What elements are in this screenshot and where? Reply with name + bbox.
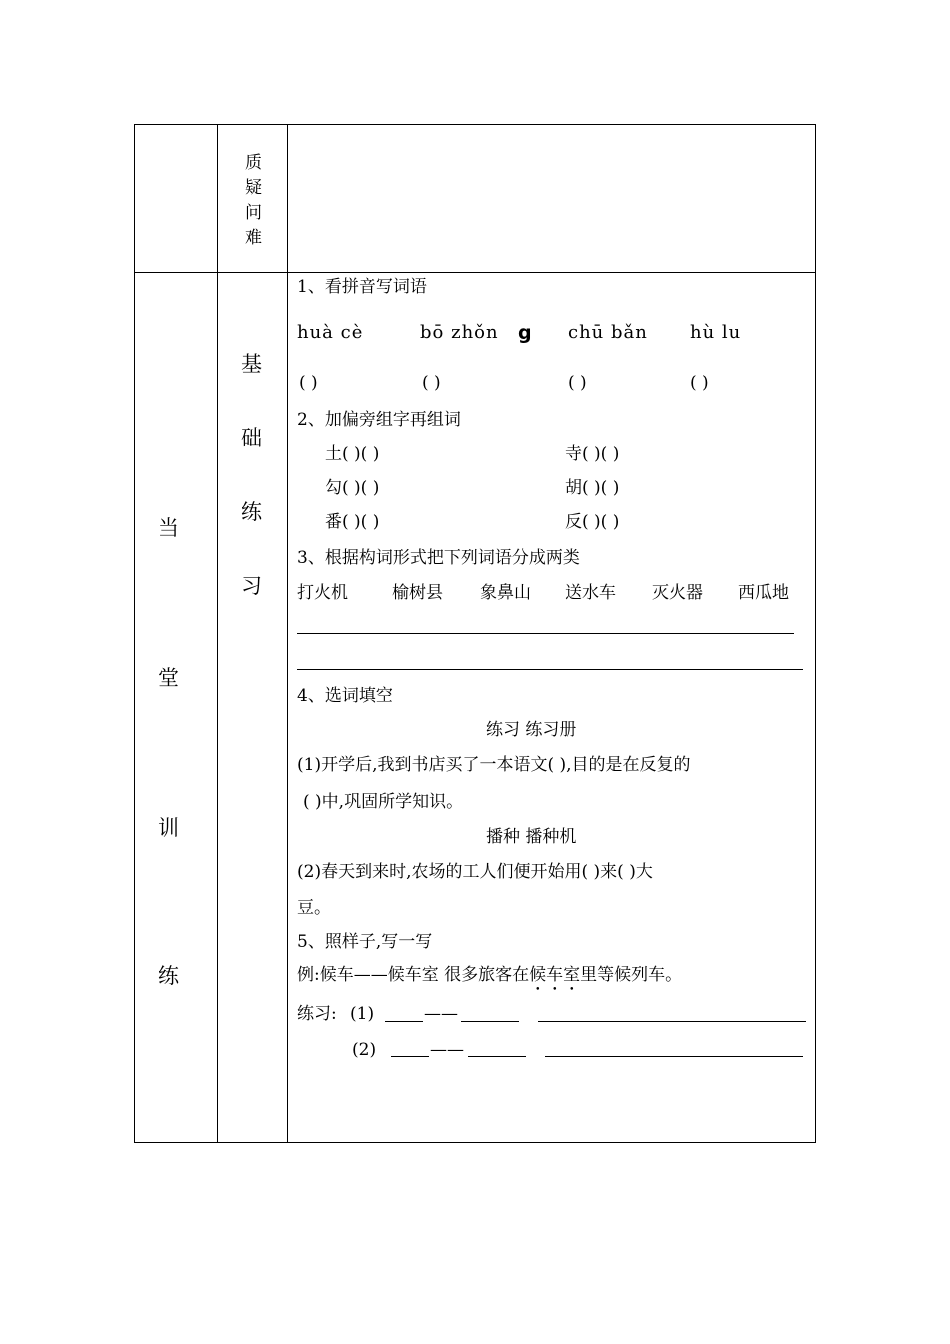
q3-title: 3、根据构词形式把下列词语分成两类 (297, 548, 580, 568)
q4-sentence[interactable]: (1)开学后,我到书店买了一本语文( ),目的是在反复的 (297, 755, 691, 775)
q3-word: 灭火器 (652, 583, 703, 603)
q5-title: 5、照样子,写一写 (297, 932, 433, 952)
q4-word-pair: 练习 练习册 (486, 720, 577, 740)
section-label-char: 当 (158, 516, 179, 540)
q5-dash: —— (430, 1040, 464, 1060)
q1-pinyin: hù lu (690, 322, 742, 343)
q5-blank[interactable] (391, 1056, 429, 1057)
subsection-label-char: 练 (241, 500, 262, 524)
q1-title: 1、看拼音写词语 (297, 277, 427, 297)
q2-title: 2、加偏旁组字再组词 (297, 410, 461, 430)
col-divider-1 (217, 124, 218, 1143)
header-label-char: 难 (245, 228, 262, 248)
q5-dash: —— (424, 1004, 458, 1024)
q4-word-pair: 播种 播种机 (486, 827, 577, 847)
q3-answer-line[interactable] (297, 669, 803, 670)
q5-blank[interactable] (468, 1056, 526, 1057)
section-label-char: 训 (158, 816, 179, 840)
q5-blank[interactable] (385, 1021, 423, 1022)
q1-pinyin: chū bǎn (568, 322, 648, 343)
q5-example-pre: 例:候车——候车室 很多旅客在 (297, 965, 530, 985)
q1-answer-bracket[interactable]: ( ) (299, 373, 318, 393)
q1-answer-bracket[interactable]: ( ) (422, 373, 441, 393)
subsection-label-char: 习 (241, 574, 262, 598)
q5-example-post: 里等候列车。 (580, 965, 683, 985)
q2-row-right[interactable]: 反( )( ) (565, 512, 620, 532)
q1-answer-bracket[interactable]: ( ) (568, 373, 587, 393)
q5-sentence-line[interactable] (538, 1021, 806, 1022)
q3-word: 打火机 (297, 583, 348, 603)
q4-sentence: 豆。 (297, 898, 331, 918)
q2-row-left[interactable]: 番( )( ) (325, 512, 380, 532)
table-right-border (815, 124, 816, 1143)
q3-answer-line[interactable] (297, 633, 794, 634)
q2-row-right[interactable]: 胡( )( ) (565, 478, 620, 498)
q5-sentence-line[interactable] (545, 1056, 803, 1057)
row-divider (134, 272, 816, 273)
table-top-border (134, 124, 816, 125)
q3-word: 象鼻山 (480, 583, 531, 603)
q5-exercise-label: 练习: (297, 1004, 337, 1024)
q4-sentence[interactable]: (2)春天到来时,农场的工人们便开始用( )来( )大 (297, 862, 653, 882)
q1-pinyin: huà cè (297, 322, 364, 343)
q3-word: 西瓜地 (738, 583, 789, 603)
q2-row-left[interactable]: 土( )( ) (325, 444, 380, 464)
q1-pinyin: bō zhǒn (420, 322, 499, 343)
q5-exercise-num: (1) (350, 1004, 375, 1024)
table-bottom-border (134, 1142, 816, 1143)
section-label-char: 练 (158, 964, 179, 988)
q2-row-left[interactable]: 勾( )( ) (325, 478, 380, 498)
header-label-char: 质 (245, 153, 262, 173)
q3-word: 送水车 (565, 583, 616, 603)
header-label-char: 问 (245, 203, 262, 223)
q5-example-dotted: 候车室 (529, 965, 581, 985)
subsection-label-char: 础 (241, 426, 262, 450)
subsection-label-char: 基 (241, 352, 262, 376)
table-left-border (134, 124, 135, 1143)
col-divider-2 (287, 124, 288, 1143)
q3-word: 榆树县 (392, 583, 443, 603)
q5-blank[interactable] (461, 1021, 519, 1022)
q4-title: 4、选词填空 (297, 686, 393, 706)
section-label-char: 堂 (158, 666, 179, 690)
q1-answer-bracket[interactable]: ( ) (690, 373, 709, 393)
q5-example (297, 965, 682, 995)
header-label-char: 疑 (245, 178, 262, 198)
q5-exercise-num: (2) (352, 1040, 377, 1060)
q2-row-right[interactable]: 寺( )( ) (565, 444, 620, 464)
q4-sentence[interactable]: ( )中,巩固所学知识。 (303, 792, 464, 812)
q1-pinyin: g (518, 322, 532, 344)
